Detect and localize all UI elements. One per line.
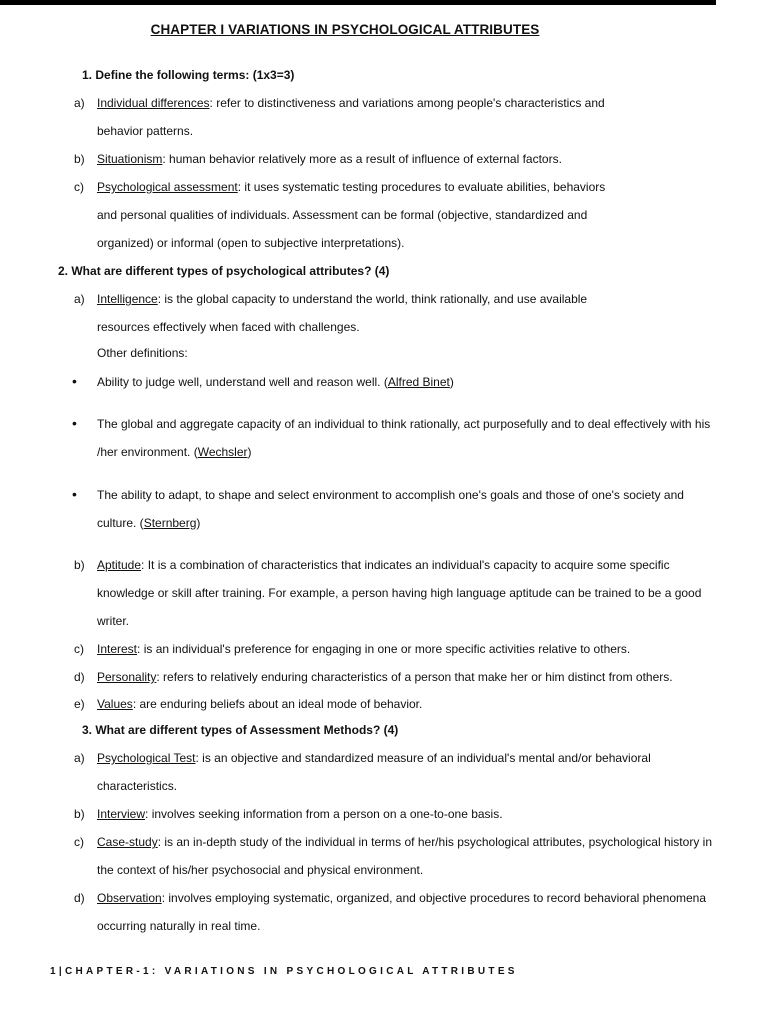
definition-continuation: resources effectively when faced with challenges. (97, 320, 360, 334)
term: Psychological Test (97, 751, 196, 765)
definition-continuation: occurring naturally in real time. (97, 919, 261, 933)
item-marker: b) (74, 152, 85, 166)
bullet-continuation (97, 516, 200, 530)
item-marker: c) (74, 642, 84, 656)
definition-continuation: knowledge or skill after training. For example, a person having high language aptitude can be trained to be a good (97, 586, 702, 600)
item-marker: a) (74, 292, 85, 306)
definition-text: : It is a combination of characteristics that indicates an individual's capacity to acquire some specific (141, 558, 670, 572)
bullet-text: Ability to judge well, understand well and reason well. ( (97, 375, 388, 389)
bullet-item (97, 375, 454, 389)
term: Observation (97, 891, 162, 905)
citation: Alfred Binet (387, 375, 450, 389)
definition-text: : is an in-depth study of the individual in terms of her/his psychological attributes, psychological history in (157, 835, 712, 849)
definition-personality (97, 670, 673, 684)
definition-continuation: characteristics. (97, 779, 178, 793)
definition-text: : refer to distinctiveness and variations among people's characteristics and (209, 96, 605, 110)
citation-close: ) (449, 375, 454, 389)
bullet-icon: • (72, 415, 77, 431)
other-definitions-label: Other definitions: (97, 346, 188, 360)
definition-continuation: the context of his/her psychosocial and physical environment. (97, 863, 424, 877)
definition-text: : are enduring beliefs about an ideal mode of behavior. (132, 697, 423, 711)
definition-psychological-assessment (97, 180, 605, 194)
question-text: What are different types of psychological attributes? (4) (71, 264, 390, 278)
page-title: CHAPTER I VARIATIONS IN PSYCHOLOGICAL ATTRIBUTES (150, 22, 540, 37)
definition-observation (97, 891, 706, 905)
definition-text: : human behavior relatively more as a result of influence of external factors. (162, 152, 562, 166)
bullet-continuation (97, 445, 252, 459)
definition-case-study (97, 835, 712, 849)
citation: Sternberg (143, 516, 197, 530)
term: Individual differences (97, 96, 210, 110)
question-number: 1. (82, 68, 93, 82)
top-rule (0, 0, 716, 5)
definition-text: : it uses systematic testing procedures to evaluate abilities, behaviors (237, 180, 606, 194)
question-3 (82, 723, 398, 737)
definition-situationism (97, 152, 562, 166)
term: Interest (97, 642, 138, 656)
definition-continuation: writer. (97, 614, 130, 628)
item-marker: d) (74, 670, 85, 684)
item-marker: c) (74, 180, 84, 194)
definition-intelligence (97, 292, 587, 306)
term: Aptitude (97, 558, 142, 572)
term: Intelligence (97, 292, 158, 306)
question-2 (58, 264, 389, 278)
bullet-text: /her environment. ( (97, 445, 198, 459)
term: Values (97, 697, 133, 711)
item-marker: e) (74, 697, 85, 711)
definition-interest (97, 642, 630, 656)
bullet-text: culture. ( (97, 516, 144, 530)
definition-text: : is the global capacity to understand the world, think rationally, and use available (157, 292, 588, 306)
definition-values (97, 697, 422, 711)
definition-individual-differences (97, 96, 605, 110)
definition-continuation: and personal qualities of individuals. Assessment can be formal (objective, standardized and (97, 208, 588, 222)
item-marker: a) (74, 96, 85, 110)
citation-close: ) (196, 516, 201, 530)
term: Interview (97, 807, 146, 821)
item-marker: c) (74, 835, 84, 849)
page-footer: 1|CHAPTER-1: VARIATIONS IN PSYCHOLOGICAL ATTRIBUTES (50, 966, 518, 977)
bullet-icon: • (72, 373, 77, 389)
definition-psychological-test (97, 751, 651, 765)
question-text: Define the following terms: (1x3=3) (95, 68, 295, 82)
definition-continuation: organized) or informal (open to subjective interpretations). (97, 236, 405, 250)
item-marker: a) (74, 751, 85, 765)
term: Situationism (97, 152, 163, 166)
bullet-item: The global and aggregate capacity of an individual to think rationally, act purposefully and to deal effectively with his (97, 417, 711, 431)
question-1 (82, 68, 294, 82)
item-marker: d) (74, 891, 85, 905)
definition-interview (97, 807, 503, 821)
definition-continuation: behavior patterns. (97, 124, 194, 138)
citation-close: ) (247, 445, 252, 459)
definition-text: : is an objective and standardized measure of an individual's mental and/or behavioral (195, 751, 651, 765)
definition-aptitude (97, 558, 670, 572)
bullet-icon: • (72, 486, 77, 502)
definition-text: : involves employing systematic, organized, and objective procedures to record behavioral phenomena (161, 891, 707, 905)
term: Case-study (97, 835, 158, 849)
item-marker: b) (74, 807, 85, 821)
definition-text: : is an individual's preference for engaging in one or more specific activities relative to others. (137, 642, 631, 656)
bullet-item: The ability to adapt, to shape and select environment to accomplish one's goals and those of one's society and (97, 488, 684, 502)
definition-text: : refers to relatively enduring characteristics of a person that make her or him distinct from others. (156, 670, 673, 684)
item-marker: b) (74, 558, 85, 572)
question-number: 2. (58, 264, 69, 278)
question-number: 3. (82, 723, 93, 737)
citation: Wechsler (197, 445, 248, 459)
term: Personality (97, 670, 157, 684)
term: Psychological assessment (97, 180, 238, 194)
question-text: What are different types of Assessment Methods? (4) (95, 723, 399, 737)
definition-text: : involves seeking information from a person on a one-to-one basis. (145, 807, 503, 821)
